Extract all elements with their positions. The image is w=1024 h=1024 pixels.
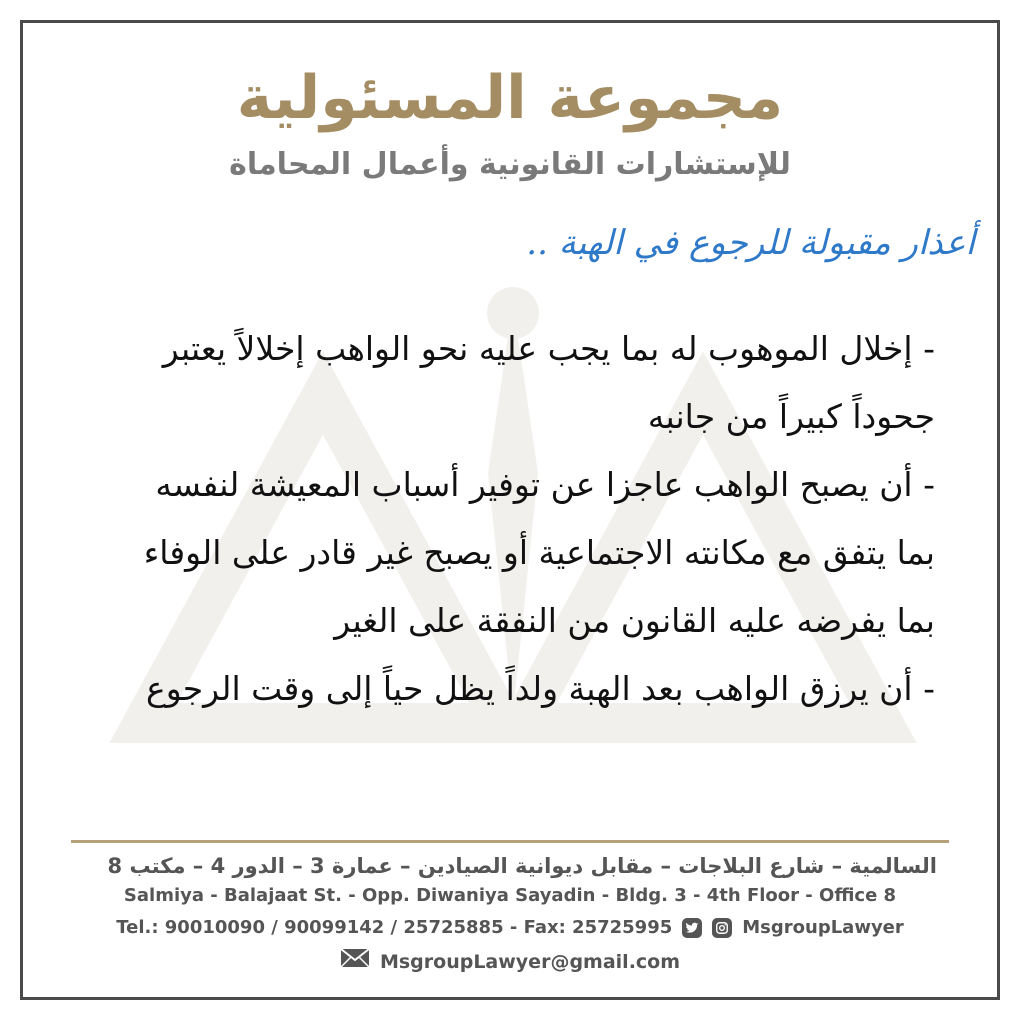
footer-divider	[71, 840, 949, 843]
social-handle: MsgroupLawyer	[742, 917, 904, 938]
org-subtitle: للإستشارات القانونية وأعمال المحاماة	[229, 147, 791, 182]
org-name: مجموعة المسئولية	[236, 63, 784, 133]
body-line: بما يتفق مع مكانته الاجتماعية أو يصبح غير قادر على الوفاء	[143, 533, 935, 572]
body-line: - أن يرزق الواهب بعد الهبة ولداً يظل حياً إلى وقت الرجوع	[146, 669, 935, 708]
contact-line	[71, 911, 949, 945]
post-title: أعذار مقبولة للرجوع في الهبة ..	[526, 223, 975, 263]
body-text	[113, 315, 935, 723]
email-line	[71, 945, 949, 979]
footer	[71, 851, 949, 979]
body-line: بما يفرضه عليه القانون من النفقة على الغير	[334, 601, 935, 640]
address-english: Salmiya - Balajaat St. - Opp. Diwaniya Sayadin - Bldg. 3 - 4th Floor - Office 8	[123, 885, 897, 906]
body-line: - إخلال الموهوب له بما يجب عليه نحو الواهب إخلالاً يعتبر	[162, 329, 935, 368]
email-address[interactable]: MsgroupLawyer@gmail.com	[379, 951, 681, 973]
body-line: - أن يصبح الواهب عاجزا عن توفير أسباب المعيشة لنفسه	[155, 465, 935, 504]
phone-fax: Tel.: 90010090 / 90099142 / 25725885 - Fax: 25725995	[116, 917, 673, 938]
document-frame	[20, 20, 1000, 1000]
mail-icon	[340, 945, 370, 979]
body-line: جحوداً كبيراً من جانبه	[647, 397, 935, 436]
instagram-icon	[712, 918, 732, 938]
address-arabic: السالمية – شارع البلاجات – مقابل ديوانية الصيادين – عمارة 3 – الدور 4 – مكتب 8	[107, 854, 937, 878]
twitter-icon	[682, 918, 702, 938]
